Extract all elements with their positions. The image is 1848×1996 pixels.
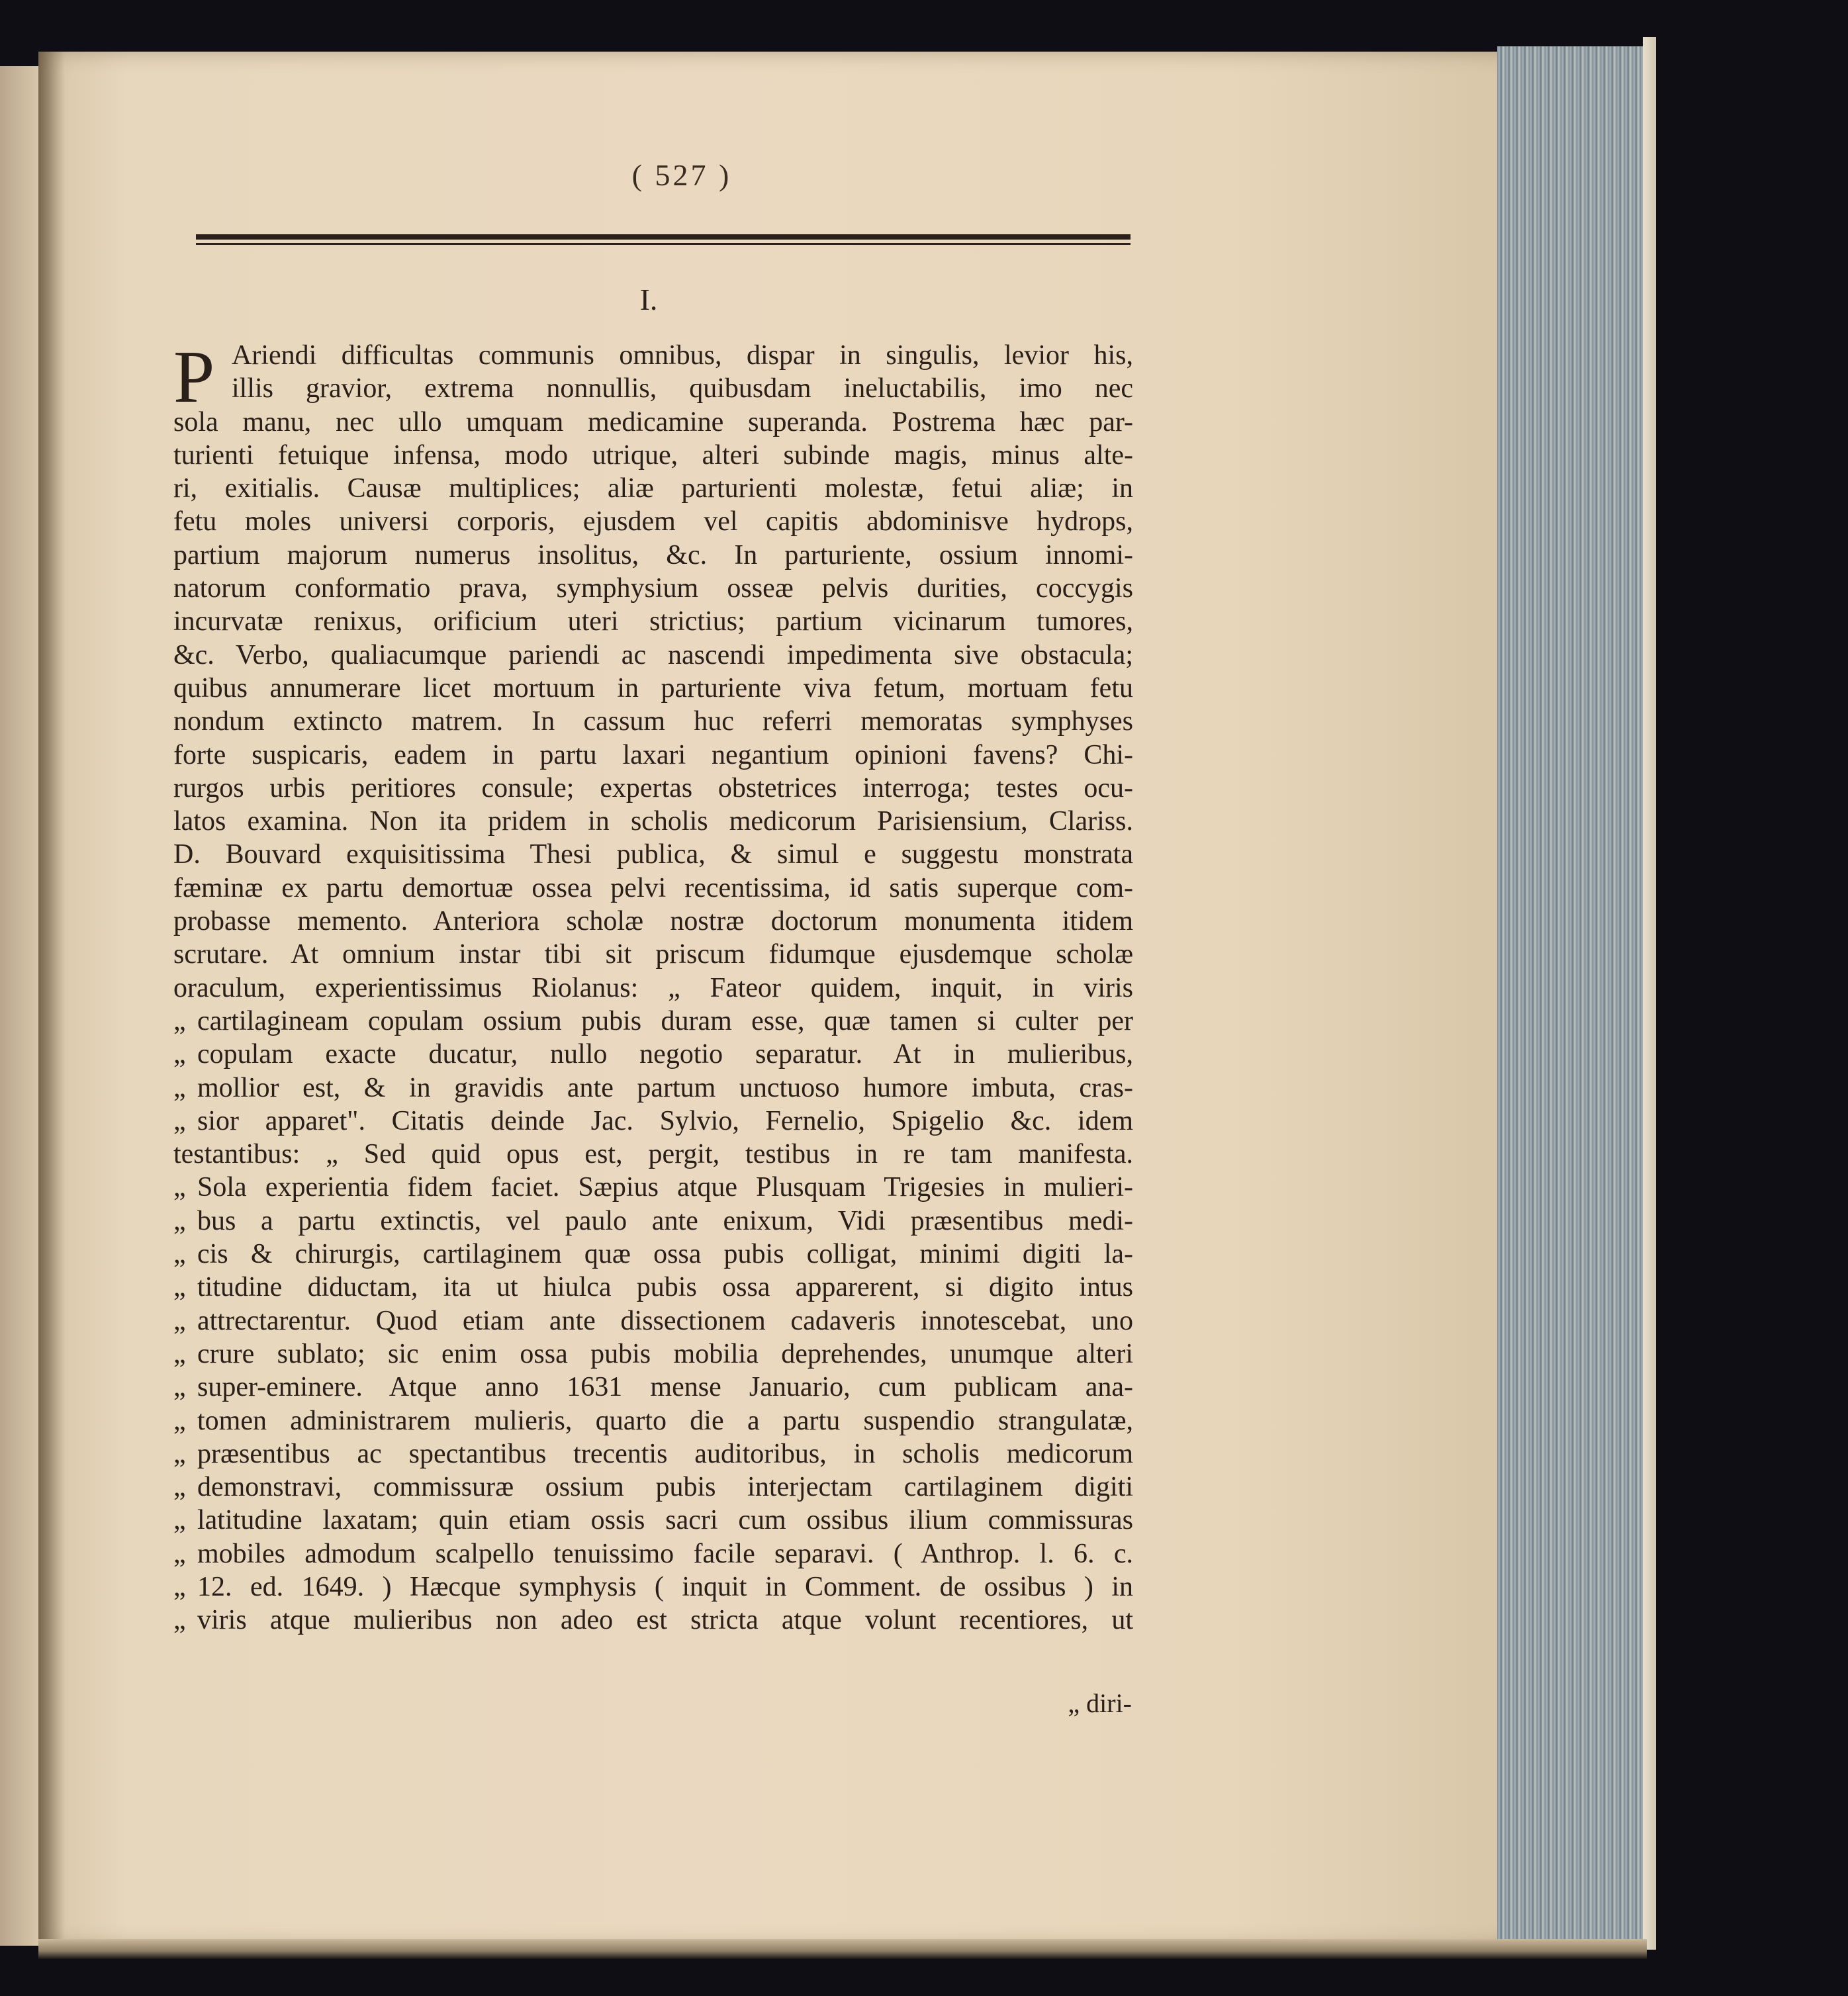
text-line xyxy=(173,1437,1133,1471)
text-line xyxy=(173,739,1133,772)
text-line-content: D. Bouvard exquisitissima Thesi publica, & simul e suggestu monstrata xyxy=(173,839,1133,870)
text-line-content: præsentibus ac spectantibus trecentis auditoribus, in scholis medicorum xyxy=(197,1438,1133,1469)
page-block-edge xyxy=(1497,46,1644,1946)
text-line-content: demonstravi, commissuræ ossium pubis interjectam cartilaginem digiti xyxy=(197,1472,1133,1503)
quote-mark: „ xyxy=(173,1305,186,1336)
quote-mark: „ xyxy=(173,1472,186,1503)
text-line xyxy=(173,905,1133,938)
text-line-content: viris atque mulieribus non adeo est stricta atque volunt recentiores, ut xyxy=(197,1605,1133,1636)
text-line-content: titudine diductam, ita ut hiulca pubis ossa apparerent, si digito intus xyxy=(197,1272,1133,1303)
text-line-content: incurvatæ renixus, orificium uteri strictius; partium vicinarum tumores, xyxy=(173,606,1133,637)
text-line xyxy=(173,406,1133,439)
text-line-content: natorum conformatio prava, symphysium osseæ pelvis durities, coccygis xyxy=(173,573,1133,604)
text-line xyxy=(173,505,1133,538)
text-line xyxy=(173,439,1133,472)
text-line xyxy=(173,539,1133,572)
text-line-content: Sola experientia fidem faciet. Sæpius atque Plusquam Trigesies in mulieri- xyxy=(197,1172,1133,1203)
text-line-content: latitudine laxatam; quin etiam ossis sacri cum ossibus ilium commissuras xyxy=(197,1505,1133,1536)
quote-mark: „ xyxy=(173,1005,186,1036)
quote-mark: „ xyxy=(173,1039,186,1070)
quote-mark: „ xyxy=(173,1405,186,1436)
quote-mark: „ xyxy=(173,1072,186,1103)
facing-page-edge xyxy=(0,66,40,1946)
quote-mark: „ xyxy=(173,1605,186,1636)
page-number: ( 527 ) xyxy=(631,158,732,192)
text-line-content: probasse memento. Anteriora scholæ nostræ doctorum monumenta itidem xyxy=(173,906,1133,937)
text-line xyxy=(173,1005,1133,1038)
text-line-content: quibus annumerare licet mortuum in parturiente viva fetum, mortuam fetu xyxy=(173,672,1133,703)
text-line-content: fæminæ ex partu demortuæ ossea pelvi recentissima, id satis superque com- xyxy=(173,872,1133,903)
text-line-content: rurgos urbis peritiores consule; expertas obstetrices interroga; testes ocu- xyxy=(173,772,1133,803)
quote-mark: „ xyxy=(173,1438,186,1469)
text-line xyxy=(173,339,1133,372)
text-line xyxy=(173,1471,1133,1504)
cover-edge xyxy=(1643,37,1656,1950)
body-text xyxy=(173,336,1133,1637)
text-line xyxy=(173,1404,1133,1437)
text-line-content: bus a partu extinctis, vel paulo ante enixum, Vidi præsentibus medi- xyxy=(197,1205,1133,1236)
gutter-shadow xyxy=(38,52,65,1946)
quote-mark: „ xyxy=(173,1105,186,1136)
text-line xyxy=(173,639,1133,672)
quote-mark: „ xyxy=(173,1272,186,1303)
catchword: „ diri- xyxy=(1068,1688,1132,1718)
text-line-content: cartilagineam copulam ossium pubis duram esse, quæ tamen si culter per xyxy=(197,1005,1133,1036)
header-rule xyxy=(196,234,1131,245)
quote-mark: „ xyxy=(173,1338,186,1369)
text-line-content: nondum extincto matrem. In cassum huc referri memoratas symphyses xyxy=(173,706,1133,737)
text-line xyxy=(173,772,1133,805)
text-line xyxy=(173,1338,1133,1371)
text-line xyxy=(173,1071,1133,1105)
text-line xyxy=(173,1204,1133,1238)
text-line-content: partium majorum numerus insolitus, &c. In parturiente, ossium innomi- xyxy=(173,539,1133,570)
text-line xyxy=(173,1504,1133,1537)
text-line-content: scrutare. At omnium instar tibi sit priscum fidumque ejusdemque scholæ xyxy=(173,939,1133,970)
text-line xyxy=(173,472,1133,505)
quote-mark: „ xyxy=(173,1571,186,1602)
text-line-content: forte suspicaris, eadem in partu laxari negantium opinioni favens? Chi- xyxy=(173,739,1133,770)
text-line xyxy=(173,1371,1133,1404)
bottom-edge xyxy=(38,1939,1647,1959)
text-line-content: ri, exitialis. Causæ multiplices; aliæ parturienti molestæ, fetui aliæ; in xyxy=(173,473,1133,504)
quote-mark: „ xyxy=(173,1538,186,1569)
text-line xyxy=(173,1038,1133,1071)
text-line-content: latos examina. Non ita pridem in scholis medicorum Parisiensium, Clariss. xyxy=(173,806,1133,837)
text-line-content: 12. ed. 1649. ) Hæcque symphysis ( inquit in Comment. de ossibus ) in xyxy=(197,1571,1133,1602)
text-line-content: illis gravior, extrema nonnullis, quibusdam ineluctabilis, imo nec xyxy=(232,373,1133,404)
text-line xyxy=(173,1570,1133,1604)
text-line xyxy=(173,572,1133,605)
text-line xyxy=(173,1171,1133,1204)
text-line-content: fetu moles universi corporis, ejusdem vel capitis abdominisve hydrops, xyxy=(173,506,1133,537)
text-line xyxy=(173,1105,1133,1138)
text-line-content: mollior est, & in gravidis ante partum unctuoso humore imbuta, cras- xyxy=(197,1072,1133,1103)
text-line xyxy=(173,705,1133,738)
quote-mark: „ xyxy=(173,1172,186,1203)
text-line-content: Ariendi difficultas communis omnibus, dispar in singulis, levior his, xyxy=(232,340,1133,371)
text-line xyxy=(173,1604,1133,1637)
text-line xyxy=(173,838,1133,871)
quote-mark: „ xyxy=(173,1239,186,1270)
text-line xyxy=(173,372,1133,405)
text-line-content: testantibus: „ Sed quid opus est, pergit, testibus in re tam manifesta. xyxy=(173,1139,1133,1170)
text-line xyxy=(173,805,1133,838)
text-line xyxy=(173,1271,1133,1304)
text-line-content: super-eminere. Atque anno 1631 mense Januario, cum publicam ana- xyxy=(197,1372,1133,1403)
text-line xyxy=(173,872,1133,905)
text-line-content: oraculum, experientissimus Riolanus: „ Fateor quidem, inquit, in viris xyxy=(173,972,1133,1003)
text-line xyxy=(173,1238,1133,1271)
text-line xyxy=(173,1304,1133,1338)
text-line-content: attrectarentur. Quod etiam ante dissectionem cadaveris innotescebat, uno xyxy=(197,1305,1133,1336)
text-line xyxy=(173,938,1133,971)
quote-mark: „ xyxy=(173,1372,186,1403)
text-line xyxy=(173,1537,1133,1570)
section-number: I. xyxy=(639,283,658,316)
text-line xyxy=(173,1138,1133,1171)
text-line xyxy=(173,672,1133,705)
text-line-content: sior apparet". Citatis deinde Jac. Sylvio, Fernelio, Spigelio &c. idem xyxy=(197,1105,1133,1136)
text-line-content: mobiles admodum scalpello tenuissimo facile separavi. ( Anthrop. l. 6. c. xyxy=(197,1538,1133,1569)
quote-mark: „ xyxy=(173,1205,186,1236)
text-line-content: &c. Verbo, qualiacumque pariendi ac nascendi impedimenta sive obstacula; xyxy=(173,639,1133,670)
text-line-content: turienti fetuique infensa, modo utrique, alteri subinde magis, minus alte- xyxy=(173,439,1133,471)
drop-cap: P xyxy=(173,336,215,418)
text-line-content: copulam exacte ducatur, nullo negotio separatur. At in mulieribus, xyxy=(197,1039,1133,1070)
text-line-content: sola manu, nec ullo umquam medicamine superanda. Postrema hæc par- xyxy=(173,406,1133,437)
text-line xyxy=(173,972,1133,1005)
text-line xyxy=(173,605,1133,638)
text-line-content: crure sublato; sic enim ossa pubis mobilia deprehendes, unumque alteri xyxy=(197,1338,1133,1369)
text-line-content: tomen administrarem mulieris, quarto die a partu suspendio strangulatæ, xyxy=(197,1405,1133,1436)
quote-mark: „ xyxy=(173,1505,186,1536)
text-line-content: cis & chirurgis, cartilaginem quæ ossa pubis colligat, minimi digiti la- xyxy=(197,1239,1133,1270)
